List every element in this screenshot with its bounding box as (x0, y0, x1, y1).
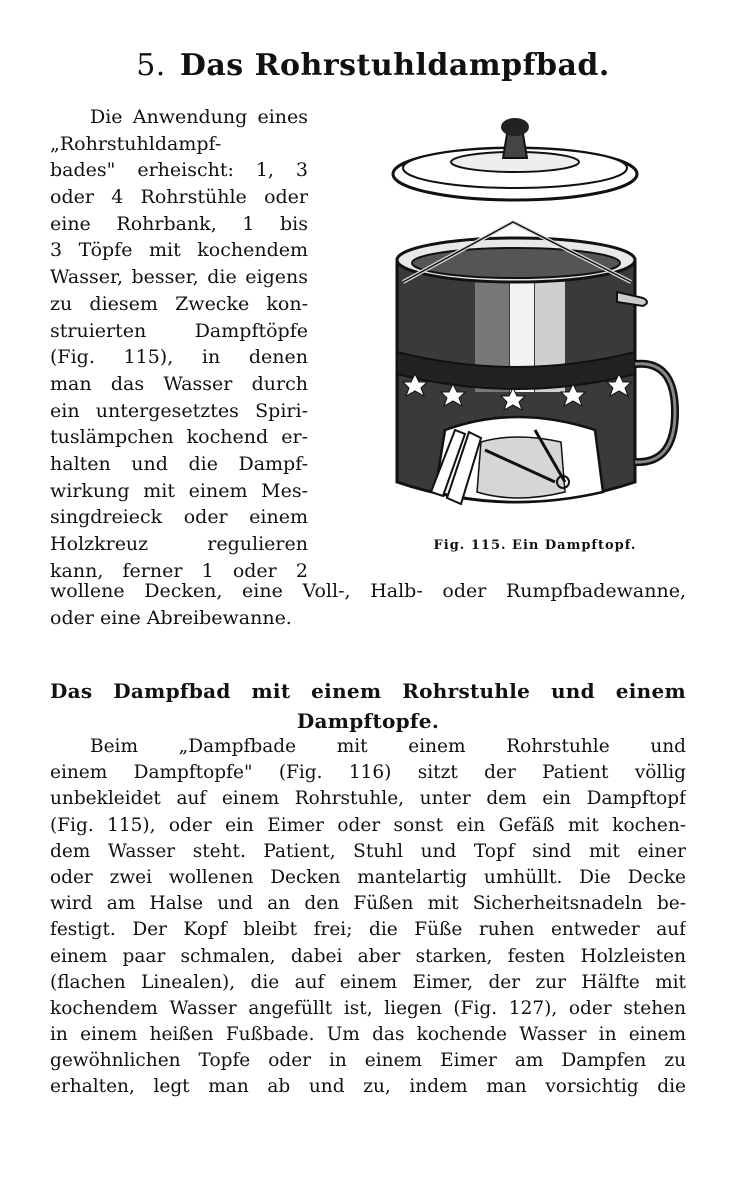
intro-paragraph-continuation (50, 578, 686, 631)
text-line: Holzkreuz regulieren (50, 533, 308, 555)
text-line: 3 Töpfe mit kochendem (50, 239, 308, 262)
text-line: oder eine Abreibewanne. (50, 606, 292, 629)
text-line: struierten Dampftöpfe (50, 319, 308, 342)
text-line: dem Wasser steht. Patient, Stuhl und Topf sind mit einer (50, 840, 686, 862)
text-line: Beim „Dampfbade mit einem Rohrstuhle und (90, 736, 686, 757)
text-line: Die Anwendung eines (90, 106, 308, 128)
steam-pot-icon (385, 112, 685, 532)
text-line: gewöhnlichen Topfe oder in einem Eimer am Dampfen zu (50, 1050, 686, 1072)
body-paragraph (50, 734, 686, 1101)
text-line: wirkung mit einem Mes- (50, 479, 308, 502)
steam-pot-illustration (385, 112, 685, 562)
text-line: singdreieck oder einem (50, 506, 308, 529)
text-line: ein untergesetztes Spiri- (50, 399, 308, 422)
text-line: Wasser, besser, die eigens (50, 266, 308, 289)
text-line: einem Dampftopfe" (Fig. 116) sitzt der Patient völlig (50, 762, 686, 784)
text-line: halten und die Dampf- (50, 452, 308, 475)
text-line: kann, ferner 1 oder 2 (50, 559, 308, 582)
text-line: unbekleidet auf einem Rohrstuhle, unter dem ein Dampftopf (50, 788, 686, 810)
text-line: tuslämpchen kochend er- (50, 426, 308, 449)
text-line: in einem heißen Fußbade. Um das kochende Wasser in einem (50, 1024, 686, 1046)
figure-caption: Fig. 115. Ein Dampftopf. (433, 538, 637, 553)
section-title: Das Rohrstuhldampfbad. (179, 48, 610, 83)
text-line: (Fig. 115), oder ein Eimer oder sonst ein Gefäß mit kochen- (50, 814, 686, 836)
text-line: wollene Decken, eine Voll-, Halb- oder Rumpfbadewanne, (50, 580, 686, 602)
subsection-heading (50, 676, 686, 736)
intro-paragraph-column (50, 104, 308, 584)
text-line: bades" erheischt: 1, 3 (50, 159, 308, 182)
text-line: wird am Halse und an den Füßen mit Sicherheitsnadeln be- (50, 893, 686, 915)
text-line: oder 4 Rohrstühle oder (50, 186, 308, 209)
text-line: einem paar schmalen, dabei aber starken, festen Holzleisten (50, 945, 686, 967)
text-line: erhalten, legt man ab und zu, indem man vorsichtig die (50, 1076, 686, 1098)
text-line: oder zwei wollenen Decken mantelartig umhüllt. Die Decke (50, 866, 686, 888)
section-number: 5. (136, 48, 166, 83)
text-line: festigt. Der Kopf bleibt frei; die Füße ruhen entweder auf (50, 919, 686, 941)
subsection-heading-line: Das Dampfbad mit einem Rohrstuhle und einem (50, 679, 686, 703)
section-heading (0, 48, 746, 83)
text-line: zu diesem Zwecke kon- (50, 292, 308, 315)
text-line: eine Rohrbank, 1 bis (50, 212, 308, 235)
text-line: kochendem Wasser angefüllt ist, liegen (Fig. 127), oder stehen (50, 997, 686, 1019)
text-line: man das Wasser durch (50, 372, 308, 395)
subsection-heading-line: Dampftopfe. (296, 709, 440, 733)
text-line: (flachen Linealen), die auf einem Eimer, der zur Hälfte mit (50, 971, 686, 993)
text-line: „Rohrstuhldampf- (50, 132, 222, 155)
text-line: (Fig. 115), in denen (50, 346, 308, 369)
